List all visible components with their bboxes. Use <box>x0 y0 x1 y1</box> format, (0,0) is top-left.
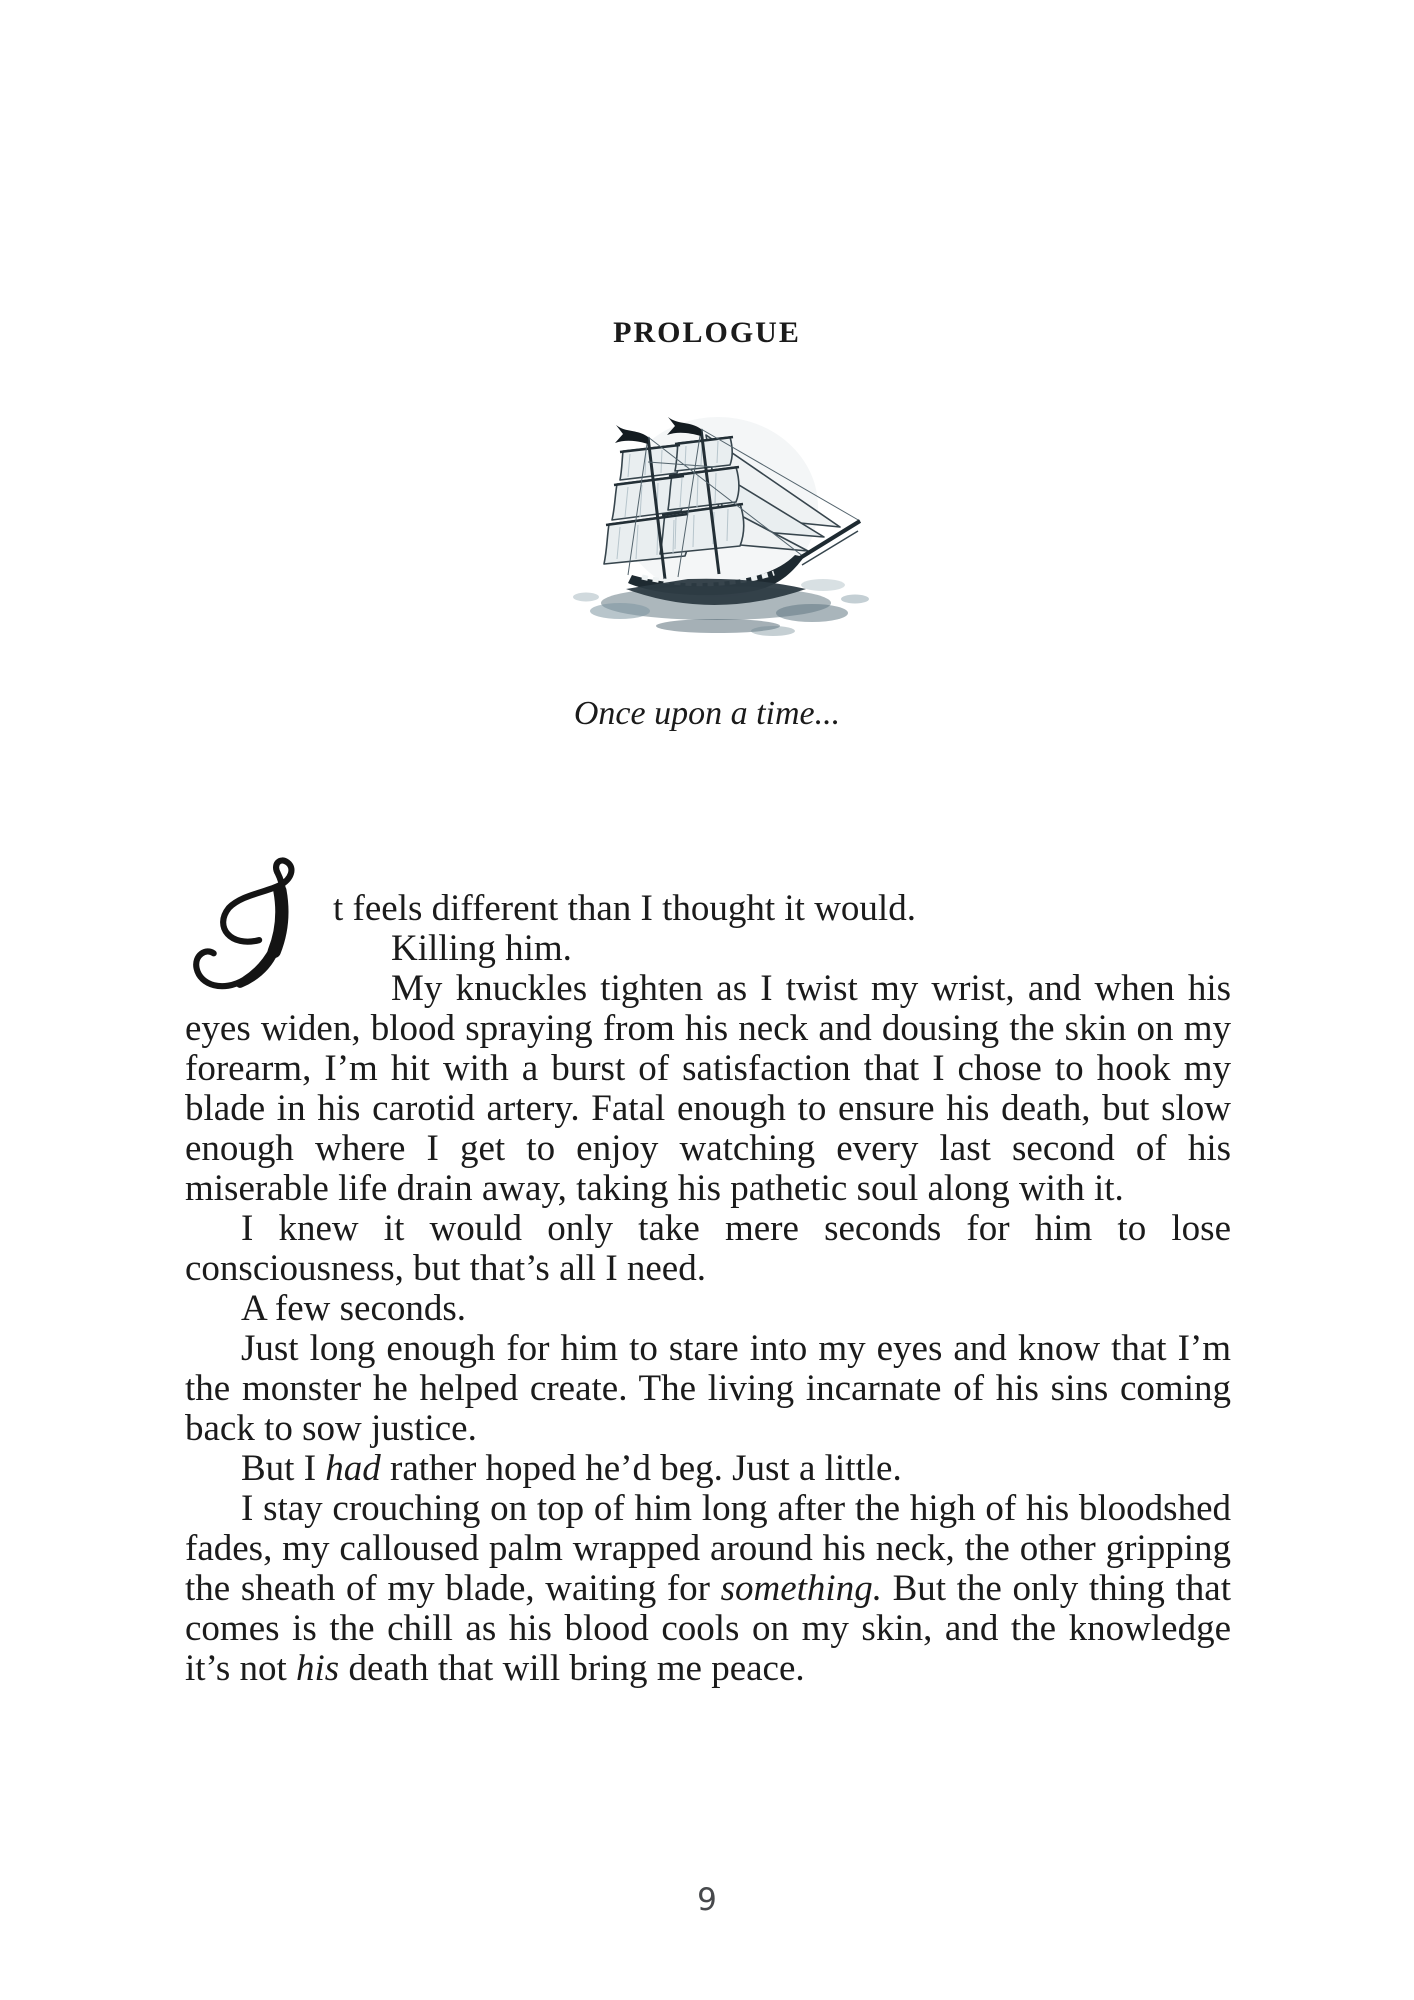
drop-cap-glyph <box>185 853 337 995</box>
ship-illustration-svg <box>568 406 878 638</box>
page-number: 9 <box>697 1882 717 1918</box>
paragraph <box>185 929 1231 969</box>
drop-cap <box>185 889 333 1007</box>
italic-text-run: something. <box>720 1568 882 1609</box>
text-run: But the only thing that comes is the chill as his blood cools on my skin, and the knowledge it’s not <box>185 1568 1232 1689</box>
paragraph <box>185 889 1231 929</box>
paragraph <box>185 1329 1231 1449</box>
text-run: Just long enough for him to stare into my eyes and know that I’m the monster he helped create. The living incarnate of his sins coming back to sow justice. <box>185 1328 1231 1449</box>
text-run: t feels different than I thought it would. <box>333 888 916 929</box>
text-run: death that will bring me peace. <box>339 1648 805 1689</box>
italic-text-run: had <box>325 1448 381 1489</box>
italic-text-run: his <box>296 1648 340 1689</box>
text-run: But I <box>241 1448 326 1489</box>
text-run: rather hoped he’d beg. Just a little. <box>380 1448 902 1489</box>
text-run: A few seconds. <box>241 1288 467 1329</box>
text-run: I knew it would only take mere seconds for him to lose consciousness, but that’s all I need. <box>185 1208 1231 1289</box>
paragraph <box>185 1289 1231 1329</box>
ship-square-sails <box>604 437 744 564</box>
paragraph <box>185 1449 1231 1489</box>
paragraph <box>185 969 1231 1209</box>
chapter-heading: PROLOGUE <box>613 316 801 349</box>
text-run: Killing him. <box>391 928 572 969</box>
text-run: My knuckles tighten as I twist my wrist, and when his eyes widen, blood spraying from his neck and dousing the skin on my forearm, I’m hit with a burst of satisfaction that I chose to hook my blade in his carotid artery. Fatal enough to ensure his death, but slow enough where I get to enjoy watching every last second of his miserable life drain away, taking his pathetic soul along with it. <box>185 968 1231 1209</box>
paragraph <box>185 1489 1231 1689</box>
paragraph <box>185 1209 1231 1289</box>
body-text <box>185 889 1231 1689</box>
tagline: Once upon a time... <box>573 695 841 732</box>
ship-illustration <box>568 406 878 638</box>
text-run: I stay crouching on top of him long after the high of his bloodshed fades, my calloused palm wrapped around his neck, the other gripping the sheath of my blade, waiting for <box>185 1488 1231 1609</box>
